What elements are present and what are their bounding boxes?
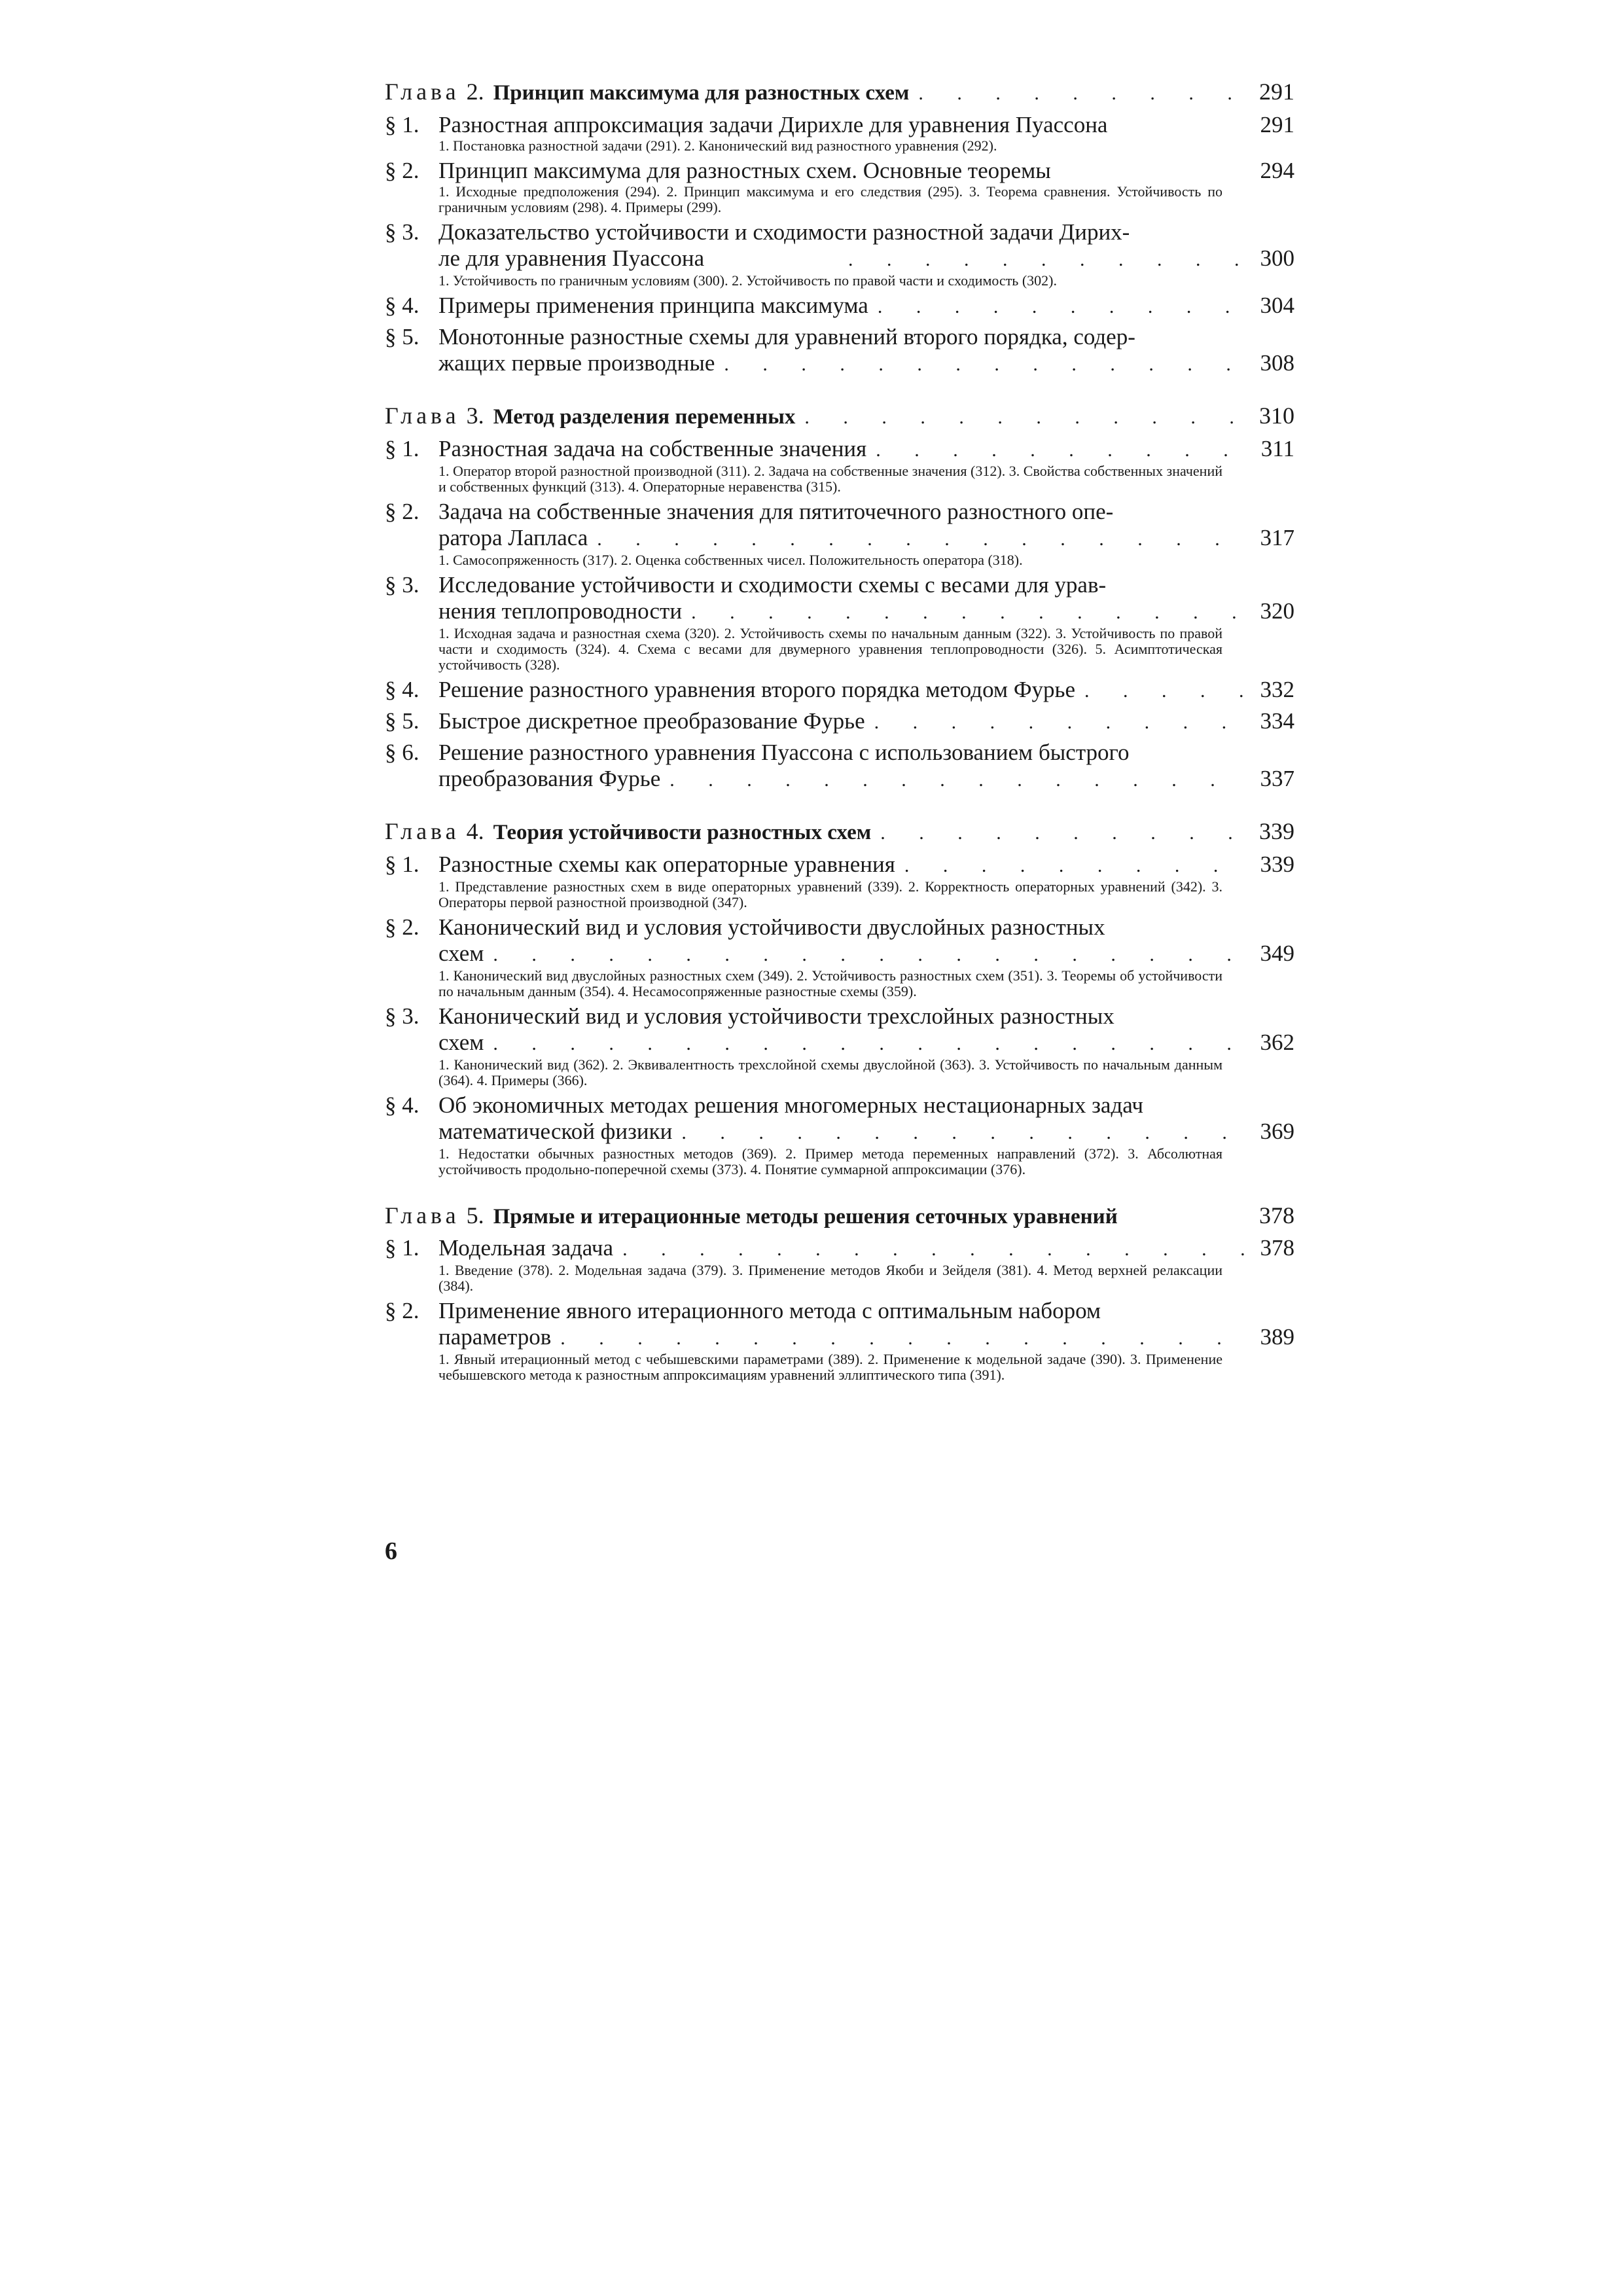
- dot-leader: [839, 247, 1249, 273]
- dot-leader: [588, 526, 1249, 552]
- chapter-number: 2.: [466, 79, 484, 105]
- dot-leader: [868, 294, 1249, 320]
- chapter-title: Прямые и итерационные методы решения сеточных уравнений: [493, 1205, 1118, 1229]
- chapter-2-heading: [385, 77, 1294, 108]
- section-page: 294: [1260, 158, 1294, 183]
- section-4-4: [385, 1092, 1294, 1177]
- chapter-title: Теория устойчивости разностных схем: [493, 821, 872, 844]
- subsection-list: 1. Оператор второй разностной производной (311). 2. Задача на собственные значения (312). 3. Свойства собственных значений и собственных функций (313). 4. Операторные неравенства (315).: [438, 463, 1222, 495]
- chapter-label: Глава: [385, 79, 460, 105]
- section-title: Быстрое дискретное преобразование Фурье: [438, 708, 865, 734]
- section-page: 378: [1260, 1235, 1294, 1261]
- section-title-continued: математической физики: [438, 1119, 673, 1144]
- section-mark: § 1.: [385, 436, 419, 461]
- dot-leader: [484, 1031, 1249, 1057]
- dot-leader: [795, 403, 1249, 432]
- section-title: Принцип максимума для разностных схем. Основные теоремы: [438, 158, 1051, 183]
- section-page: 332: [1260, 677, 1294, 702]
- section-title: Монотонные разностные схемы для уравнений второго порядка, содер-: [438, 324, 1135, 350]
- section-page: 337: [1260, 766, 1294, 791]
- chapter-page: 291: [1259, 79, 1294, 105]
- section-title: Доказательство устойчивости и сходимости разностной задачи Дирих-: [438, 219, 1130, 245]
- section-4-2: [385, 914, 1294, 999]
- dot-leader: [895, 853, 1249, 879]
- subsection-list: 1. Самосопряженность (317). 2. Оценка собственных чисел. Положительность оператора (318).: [438, 552, 1023, 568]
- section-mark: § 5.: [385, 708, 419, 734]
- chapter-page: 339: [1259, 818, 1294, 844]
- section-title: Решение разностного уравнения Пуассона с использованием быстрого: [438, 740, 1130, 765]
- section-3-1: [385, 436, 1294, 495]
- dot-leader: [871, 819, 1249, 848]
- chapter-title: Принцип максимума для разностных схем: [493, 81, 910, 105]
- section-mark: § 3.: [385, 1003, 419, 1029]
- dot-leader: [715, 351, 1249, 378]
- section-title: Применение явного итерационного метода с оптимальным набором: [438, 1298, 1101, 1323]
- section-3-5: [385, 708, 1294, 736]
- chapter-page: 310: [1259, 403, 1294, 429]
- subsection-list: 1. Представление разностных схем в виде операторных уравнений (339). 2. Корректность операторных уравнений (342). 3. Операторы первой разностной производной (347).: [438, 878, 1222, 910]
- subsection-list: 1. Исходные предположения (294). 2. Принцип максимума и его следствия (295). 3. Теорема сравнения. Устойчивость по граничным условиям (298). 4. Примеры (299).: [438, 183, 1222, 215]
- section-page: 300: [1260, 245, 1294, 271]
- page-number: 6: [385, 1537, 397, 1565]
- subsection-list: 1. Постановка разностной задачи (291). 2. Канонический вид разностного уравнения (292).: [438, 137, 997, 154]
- chapter-number: 3.: [466, 403, 484, 429]
- subsection-list: 1. Недостатки обычных разностных методов (369). 2. Пример метода переменных направлений (372). 3. Абсолютная устойчивость продольно-поперечной схемы (373). 4. Понятие суммарной аппроксимации (376).: [438, 1145, 1222, 1177]
- section-title-continued: схем: [438, 1030, 484, 1055]
- table-of-contents: [385, 77, 1294, 1383]
- section-page: 339: [1260, 852, 1294, 877]
- section-3-3: [385, 572, 1294, 673]
- chapter-label: Глава: [385, 818, 460, 844]
- section-3-4: [385, 677, 1294, 704]
- subsection-list: 1. Явный итерационный метод с чебышевскими параметрами (389). 2. Применение к модельной задаче (390). 3. Применение чебышевского метода к разностным аппроксимациям уравнений эллиптического типа (391).: [438, 1351, 1222, 1383]
- dot-leader: [672, 1120, 1249, 1146]
- section-mark: § 3.: [385, 572, 419, 598]
- section-mark: § 2.: [385, 1298, 419, 1323]
- section-title: Канонический вид и условия устойчивости трехслойных разностных: [438, 1003, 1115, 1029]
- section-title: Разностная задача на собственные значения: [438, 436, 867, 461]
- chapter-label: Глава: [385, 1202, 460, 1229]
- section-mark: § 6.: [385, 740, 419, 765]
- dot-leader: [660, 767, 1249, 793]
- section-title: Модельная задача: [438, 1235, 614, 1261]
- section-2-1: [385, 112, 1294, 154]
- section-2-2: [385, 158, 1294, 215]
- dot-leader: [866, 437, 1249, 463]
- subsection-list: 1. Исходная задача и разностная схема (320). 2. Устойчивость схемы по начальным данным (322). 3. Устойчивость по правой части и сходимость (324). 4. Схема с весами для двумерного уравнения теплопроводности (326). 5. Асимптотическая устойчивость (328).: [438, 625, 1222, 673]
- section-page: 320: [1260, 598, 1294, 624]
- section-page: 304: [1260, 293, 1294, 318]
- section-4-1: [385, 852, 1294, 910]
- dot-leader: [865, 709, 1249, 736]
- section-page: 308: [1260, 350, 1294, 376]
- dot-leader: [682, 600, 1249, 626]
- section-title-continued: жащих первые производные: [438, 350, 715, 376]
- section-page: 311: [1260, 436, 1294, 461]
- section-5-1: [385, 1235, 1294, 1294]
- section-page: 362: [1260, 1030, 1294, 1055]
- section-title-continued: нения теплопроводности: [438, 598, 683, 624]
- chapter-5-heading: [385, 1201, 1294, 1231]
- section-page: 317: [1260, 525, 1294, 550]
- section-page: 369: [1260, 1119, 1294, 1144]
- dot-leader: [909, 79, 1249, 108]
- section-mark: § 4.: [385, 677, 419, 702]
- section-mark: § 1.: [385, 112, 419, 137]
- chapter-title: Метод разделения переменных: [493, 405, 796, 429]
- section-title-continued: параметров: [438, 1324, 552, 1350]
- section-mark: § 3.: [385, 219, 419, 245]
- section-4-3: [385, 1003, 1294, 1088]
- section-mark: § 1.: [385, 852, 419, 877]
- section-title: Примеры применения принципа максимума: [438, 293, 868, 318]
- subsection-list: 1. Канонический вид (362). 2. Эквивалентность трехслойной схемы двуслойной (363). 3. Устойчивость по начальным данным (364). 4. Примеры (366).: [438, 1056, 1222, 1088]
- dot-leader: [1075, 678, 1249, 704]
- section-3-6: [385, 740, 1294, 793]
- section-mark: § 2.: [385, 499, 419, 524]
- dot-leader: [613, 1236, 1249, 1263]
- section-title: Канонический вид и условия устойчивости двуслойных разностных: [438, 914, 1105, 940]
- section-mark: § 2.: [385, 158, 419, 183]
- section-title-continued: ратора Лапласа: [438, 525, 588, 550]
- dot-leader: [551, 1325, 1249, 1352]
- section-title-continued: схем: [438, 941, 484, 966]
- section-title: Об экономичных методах решения многомерных нестационарных задач: [438, 1092, 1143, 1118]
- section-5-2: [385, 1298, 1294, 1383]
- chapter-page: 378: [1259, 1202, 1294, 1229]
- section-3-2: [385, 499, 1294, 568]
- subsection-list: 1. Канонический вид двуслойных разностных схем (349). 2. Устойчивость разностных схем (351). 3. Теоремы об устойчивости по начальным данным (354). 4. Несамосопряженные разностные схемы (359).: [438, 967, 1222, 999]
- section-2-5: [385, 324, 1294, 378]
- chapter-3-heading: [385, 401, 1294, 432]
- chapter-label: Глава: [385, 403, 460, 429]
- section-mark: § 2.: [385, 914, 419, 940]
- section-page: 334: [1260, 708, 1294, 734]
- section-title: Разностные схемы как операторные уравнения: [438, 852, 895, 877]
- chapter-number: 5.: [466, 1202, 484, 1229]
- section-2-3: [385, 219, 1294, 289]
- dot-leader: [484, 942, 1249, 968]
- subsection-list: 1. Устойчивость по граничным условиям (300). 2. Устойчивость по правой части и сходимость (302).: [438, 272, 1057, 289]
- section-title: Задача на собственные значения для пятиточечного разностного опе-: [438, 499, 1114, 524]
- subsection-list: 1. Введение (378). 2. Модельная задача (379). 3. Применение методов Якоби и Зейделя (381). 4. Метод верхней релаксации (384).: [438, 1262, 1222, 1294]
- section-mark: § 4.: [385, 1092, 419, 1118]
- section-page: 291: [1260, 112, 1294, 137]
- section-2-4: [385, 293, 1294, 320]
- section-title: Решение разностного уравнения второго порядка методом Фурье: [438, 677, 1075, 702]
- chapter-number: 4.: [466, 818, 484, 844]
- section-page: 349: [1260, 941, 1294, 966]
- chapter-4-heading: [385, 817, 1294, 848]
- section-mark: § 5.: [385, 324, 419, 350]
- section-title-continued: ле для уравнения Пуассона: [438, 245, 705, 271]
- section-title-continued: преобразования Фурье: [438, 766, 661, 791]
- section-mark: § 4.: [385, 293, 419, 318]
- section-mark: § 1.: [385, 1235, 419, 1261]
- section-page: 389: [1260, 1324, 1294, 1350]
- section-title: Разностная аппроксимация задачи Дирихле для уравнения Пуассона: [438, 112, 1108, 137]
- section-title: Исследование устойчивости и сходимости схемы с весами для урав-: [438, 572, 1107, 598]
